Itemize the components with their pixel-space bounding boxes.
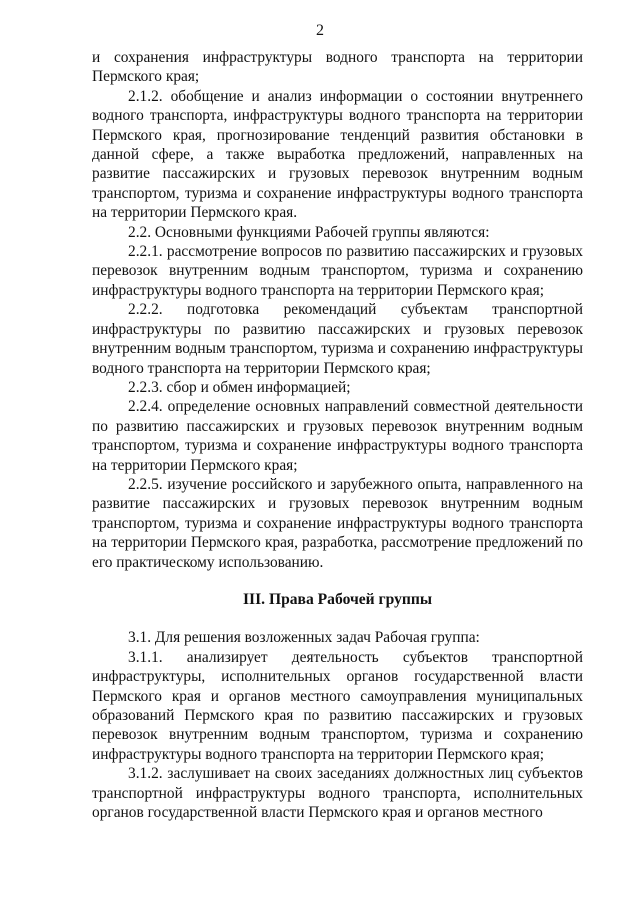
section-heading: III. Права Рабочей группы: [242, 590, 433, 608]
paragraph-continuation: и сохранения инфраструктуры водного транспорта на территории Пермского края;: [92, 49, 583, 86]
paragraph-2-2: 2.2. Основными функциями Рабочей группы являются:: [128, 223, 490, 241]
paragraph-3-1-2: 3.1.2. заслушивает на своих заседаниях должностных лиц субъектов транспортной инфраструктуры водного транспорта, исполнительных органов государственной власти Пермского края и органов местного: [92, 765, 583, 822]
paragraph-2-2-3: 2.2.3. сбор и обмен информацией;: [128, 378, 351, 396]
paragraph-3-1-1: 3.1.1. анализирует деятельность субъектов транспортной инфраструктуры, исполнительных органов государственной власти Пермского края и органов местного самоуправления муниципальных образований Пермского края по развитию пассажирских и грузовых перевозок внутренним водным транспортом, туризма и сохранению инфраструктуры водного транспорта на территории Пермского края;: [92, 648, 583, 763]
document-body: [92, 48, 583, 822]
paragraph-3-1: 3.1. Для решения возложенных задач Рабочая группа:: [128, 629, 480, 647]
paragraph-2-2-5: 2.2.5. изучение российского и зарубежного опыта, направленного на развитие пассажирских и грузовых перевозок внутренним водным транспортом, туризма и сохранение инфраструктуры водного транспорта на территории Пермского края, разработка, рассмотрение предложений по его практическому использованию.: [92, 475, 583, 571]
page-number: 2: [316, 22, 324, 39]
paragraph-2-2-1: 2.2.1. рассмотрение вопросов по развитию пассажирских и грузовых перевозок внутренним водным транспортом, туризма и сохранению инфраструктуры водного транспорта на территории Пермского края;: [92, 243, 583, 299]
paragraph-2-1-2: 2.1.2. обобщение и анализ информации о состоянии внутреннего водного транспорта, инфраструктуры водного транспорта на территории Пермского края, прогнозирование тенденций развития обстановки в данной сфере, а также выработка предложений, направленных на развитие пассажирских и грузовых перевозок внутренним водным транспортом, туризма и сохранение инфраструктуры водного транспорта на территории Пермского края.: [92, 87, 583, 222]
paragraph-2-2-2: 2.2.2. подготовка рекомендаций субъектам транспортной инфраструктуры по развитию пассажирских и грузовых перевозок внутренним водным транспортом, туризма и сохранению инфраструктуры водного транспорта на территории Пермского края;: [92, 301, 583, 377]
paragraph-2-2-4: 2.2.4. определение основных направлений совместной деятельности по развитию пассажирских и грузовых перевозок внутренним водным транспортом, туризма и сохранение инфраструктуры водного транспорта на территории Пермского края;: [92, 398, 583, 474]
